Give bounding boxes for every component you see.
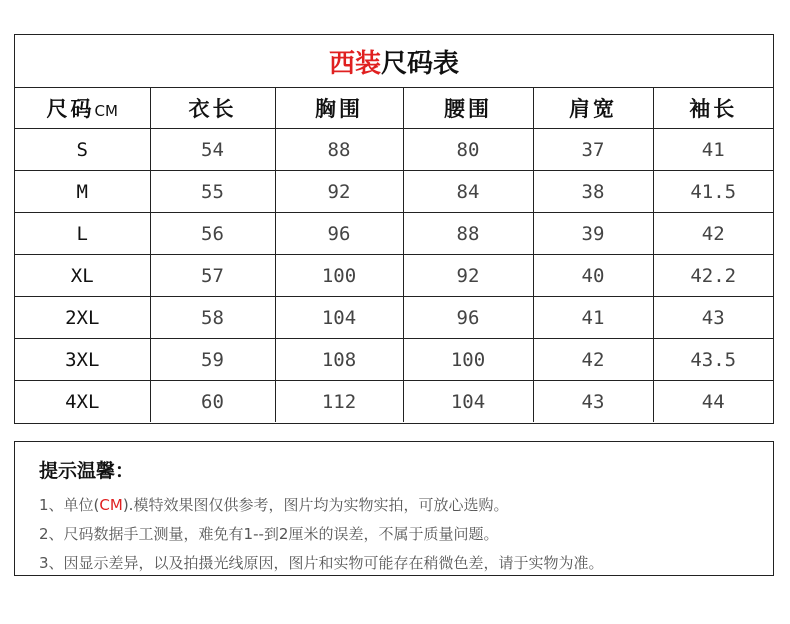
table-row [15, 381, 773, 423]
header-size-label: 尺码 [46, 97, 95, 121]
chest-cell: 108 [275, 339, 403, 381]
shoulder-cell: 40 [533, 255, 653, 297]
sleeve-cell: 42.2 [653, 255, 773, 297]
length-cell: 58 [150, 297, 275, 339]
size-cell: 2XL [15, 297, 150, 339]
header-sleeve: 袖长 [653, 88, 773, 129]
length-cell: 56 [150, 213, 275, 255]
tip-line-3: 3、因显示差异，以及拍摄光线原因，图片和实物可能存在稍微色差，请于实物为准。 [39, 554, 604, 572]
tips-title: 提示温馨： [39, 460, 135, 482]
shoulder-cell: 43 [533, 381, 653, 423]
shoulder-cell: 39 [533, 213, 653, 255]
sleeve-cell: 44 [653, 381, 773, 423]
tip-line-1-prefix: 1、单位( [39, 496, 100, 514]
sleeve-cell: 41 [653, 129, 773, 171]
waist-cell: 88 [403, 213, 533, 255]
tip-line-1-unit-highlight: CM [99, 496, 123, 514]
waist-cell: 92 [403, 255, 533, 297]
table-row [15, 297, 773, 339]
size-chart-table [14, 34, 774, 424]
size-grid [15, 88, 773, 422]
table-row [15, 213, 773, 255]
header-waist: 腰围 [403, 88, 533, 129]
chest-cell: 88 [275, 129, 403, 171]
table-row [15, 171, 773, 213]
chest-cell: 96 [275, 213, 403, 255]
chest-cell: 104 [275, 297, 403, 339]
waist-cell: 100 [403, 339, 533, 381]
shoulder-cell: 41 [533, 297, 653, 339]
size-cell: M [15, 171, 150, 213]
header-length: 衣长 [150, 88, 275, 129]
chest-cell: 92 [275, 171, 403, 213]
sleeve-cell: 41.5 [653, 171, 773, 213]
tip-line-1-suffix: ).模特效果图仅供参考，图片均为实物实拍，可放心选购。 [122, 496, 509, 514]
tip-line-1 [39, 491, 773, 520]
size-cell: S [15, 129, 150, 171]
sleeve-cell: 43.5 [653, 339, 773, 381]
length-cell: 59 [150, 339, 275, 381]
chart-title-red: 西装 [328, 48, 381, 79]
header-row [15, 88, 773, 129]
header-size [15, 88, 150, 129]
waist-cell: 104 [403, 381, 533, 423]
waist-cell: 84 [403, 171, 533, 213]
length-cell: 60 [150, 381, 275, 423]
header-size-unit: CM [94, 102, 118, 120]
header-shoulder: 肩宽 [533, 88, 653, 129]
sleeve-cell: 42 [653, 213, 773, 255]
tip-line-2: 2、尺码数据手工测量，难免有1--到2厘米的误差，不属于质量问题。 [39, 525, 499, 543]
chest-cell: 112 [275, 381, 403, 423]
waist-cell: 96 [403, 297, 533, 339]
shoulder-cell: 37 [533, 129, 653, 171]
table-row [15, 255, 773, 297]
size-cell: XL [15, 255, 150, 297]
chart-title [15, 35, 773, 88]
size-cell: 4XL [15, 381, 150, 423]
table-row [15, 339, 773, 381]
sleeve-cell: 43 [653, 297, 773, 339]
chart-title-black: 尺码表 [381, 48, 460, 79]
size-cell: 3XL [15, 339, 150, 381]
table-row [15, 129, 773, 171]
shoulder-cell: 42 [533, 339, 653, 381]
chest-cell: 100 [275, 255, 403, 297]
header-chest: 胸围 [275, 88, 403, 129]
length-cell: 54 [150, 129, 275, 171]
length-cell: 55 [150, 171, 275, 213]
shoulder-cell: 38 [533, 171, 653, 213]
size-cell: L [15, 213, 150, 255]
length-cell: 57 [150, 255, 275, 297]
waist-cell: 80 [403, 129, 533, 171]
tips-box [14, 441, 774, 576]
